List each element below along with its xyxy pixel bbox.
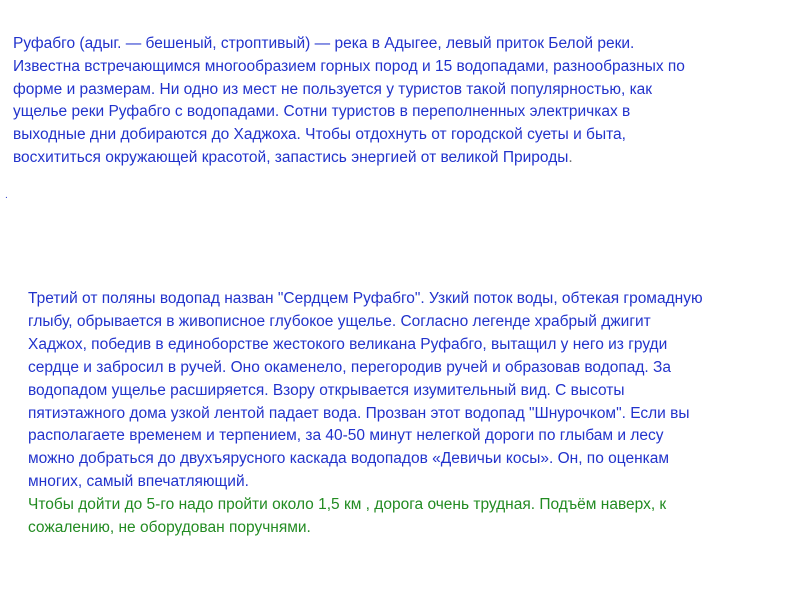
intro-line-text: восхититься окружающей красотой, запастись энергией от великой Природы	[13, 148, 569, 166]
waterfall-line: Хаджох, победив в единоборстве жестокого великана Руфабго, вытащил у него из груди	[28, 335, 668, 353]
waterfall-line: сердце и забросил в ручей. Оно окаменело, перегородив ручей и образовав водопад. За	[28, 358, 672, 376]
intro-line: форме и размерам. Ни одно из мест не пользуется у туристов такой популярностью, как	[13, 80, 653, 98]
waterfall-line: можно добраться до двухъярусного каскада водопадов «Девичьи косы». Он, по оценкам	[28, 450, 670, 468]
waterfall-line: Третий от поляны водопад назван "Сердцем Руфабго". Узкий поток воды, обтекая громадную	[28, 290, 703, 307]
intro-line-last	[13, 147, 800, 170]
intro-line: Известна встречающимся многообразием горных пород и 15 водопадами, разнообразных по	[13, 57, 685, 75]
intro-line: Руфабго (адыг. — бешеный, строптивый) — река в Адыгее, левый приток Белой реки.	[13, 35, 635, 52]
intro-line: ущелье реки Руфабго с водопадами. Сотни туристов в переполненных электричках в	[13, 103, 631, 121]
waterfall-line: многих, самый впечатляющий.	[28, 473, 249, 491]
intro-paragraph	[13, 33, 800, 170]
waterfall-paragraph	[28, 288, 800, 540]
intro-line: выходные дни добираются до Хаджоха. Чтобы отдохнуть от городской суеты и быта,	[13, 126, 626, 144]
waterfall-line: водопадом ущелье расширяется. Взору открывается изумительный вид. С высоты	[28, 381, 625, 399]
intro-trailing-dot: .	[568, 148, 573, 166]
stray-dot: .	[5, 190, 8, 201]
note-line: сожалению, не оборудован поручнями.	[28, 519, 311, 537]
waterfall-line: располагаете временем и терпением, за 40-50 минут нелегкой дороги по глыбам и лесу	[28, 427, 664, 445]
waterfall-line: пятиэтажного дома узкой лентой падает вода. Прозван этот водопад "Шнурочком". Если вы	[28, 404, 690, 422]
waterfall-line: глыбу, обрывается в живописное глубокое ущелье. Согласно легенде храбрый джигит	[28, 312, 651, 330]
note-line: Чтобы дойти до 5-го надо пройти около 1,5 км , дорога очень трудная. Подъём наверх, к	[28, 496, 667, 514]
